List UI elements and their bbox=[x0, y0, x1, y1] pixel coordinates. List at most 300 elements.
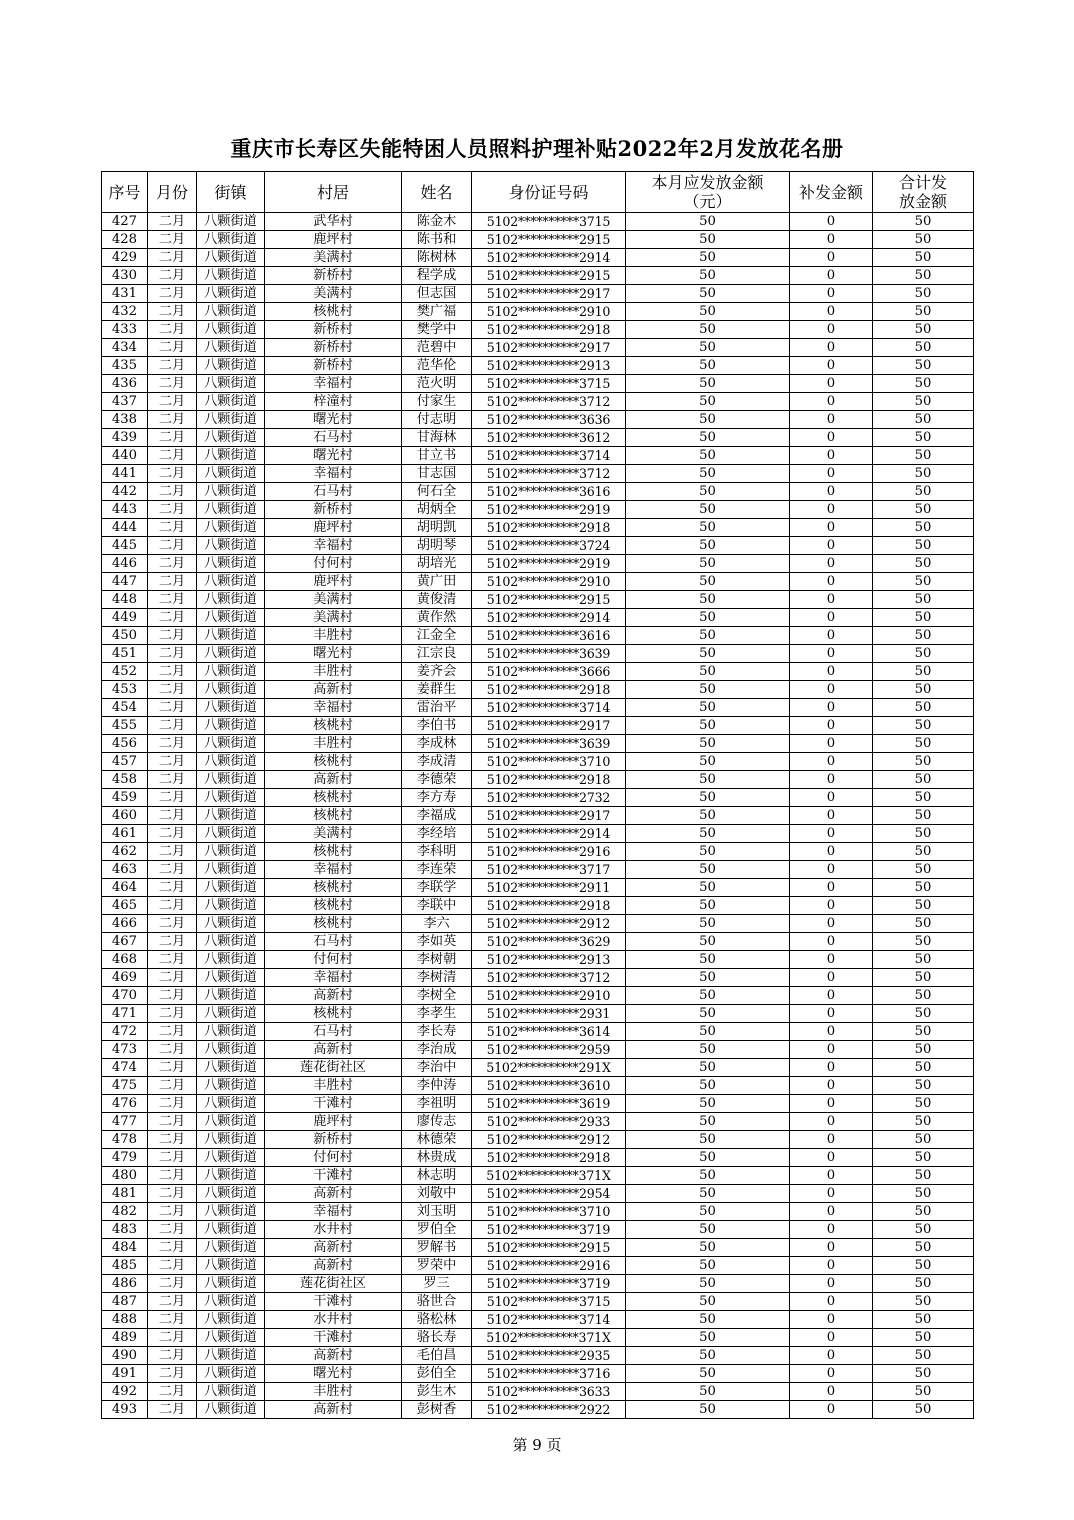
cell-village: 水井村 bbox=[265, 1311, 402, 1329]
cell-name: 范碧中 bbox=[402, 339, 472, 357]
cell-month: 二月 bbox=[148, 753, 197, 771]
cell-amount-due: 50 bbox=[626, 411, 790, 429]
cell-id-number: 5102**********3633 bbox=[472, 1383, 626, 1401]
cell-amount-due: 50 bbox=[626, 1005, 790, 1023]
cell-reissue: 0 bbox=[790, 933, 873, 951]
cell-name: 何石全 bbox=[402, 483, 472, 501]
cell-name: 黄作然 bbox=[402, 609, 472, 627]
cell-amount-due: 50 bbox=[626, 699, 790, 717]
header-serial-number: 序号 bbox=[102, 172, 148, 213]
cell-street: 八颗街道 bbox=[197, 249, 265, 267]
cell-name: 李六 bbox=[402, 915, 472, 933]
cell-amount-due: 50 bbox=[626, 1167, 790, 1185]
table-row bbox=[102, 1185, 974, 1203]
cell-street: 八颗街道 bbox=[197, 555, 265, 573]
cell-reissue: 0 bbox=[790, 1077, 873, 1095]
cell-village: 石马村 bbox=[265, 1023, 402, 1041]
cell-total: 50 bbox=[873, 951, 974, 969]
cell-reissue: 0 bbox=[790, 843, 873, 861]
cell-id-number: 5102**********371X bbox=[472, 1329, 626, 1347]
cell-street: 八颗街道 bbox=[197, 1365, 265, 1383]
cell-street: 八颗街道 bbox=[197, 771, 265, 789]
table-row bbox=[102, 1221, 974, 1239]
cell-id-number: 5102**********2732 bbox=[472, 789, 626, 807]
cell-reissue: 0 bbox=[790, 1023, 873, 1041]
cell-street: 八颗街道 bbox=[197, 861, 265, 879]
cell-month: 二月 bbox=[148, 447, 197, 465]
cell-total: 50 bbox=[873, 969, 974, 987]
header-month: 月份 bbox=[148, 172, 197, 213]
cell-reissue: 0 bbox=[790, 771, 873, 789]
cell-amount-due: 50 bbox=[626, 1311, 790, 1329]
cell-id-number: 5102**********291X bbox=[472, 1059, 626, 1077]
cell-reissue: 0 bbox=[790, 1131, 873, 1149]
cell-street: 八颗街道 bbox=[197, 1203, 265, 1221]
cell-street: 八颗街道 bbox=[197, 753, 265, 771]
cell-village: 新桥村 bbox=[265, 501, 402, 519]
cell-month: 二月 bbox=[148, 645, 197, 663]
cell-reissue: 0 bbox=[790, 735, 873, 753]
cell-serial: 460 bbox=[102, 807, 148, 825]
cell-month: 二月 bbox=[148, 303, 197, 321]
cell-village: 核桃村 bbox=[265, 843, 402, 861]
cell-serial: 435 bbox=[102, 357, 148, 375]
cell-street: 八颗街道 bbox=[197, 699, 265, 717]
table-row bbox=[102, 1023, 974, 1041]
cell-id-number: 5102**********2913 bbox=[472, 951, 626, 969]
cell-serial: 429 bbox=[102, 249, 148, 267]
cell-village: 幸福村 bbox=[265, 1203, 402, 1221]
cell-reissue: 0 bbox=[790, 1113, 873, 1131]
cell-reissue: 0 bbox=[790, 1221, 873, 1239]
document-title: 重庆市长寿区失能特困人员照料护理补贴2022年2月发放花名册 bbox=[230, 136, 844, 161]
cell-village: 丰胜村 bbox=[265, 663, 402, 681]
cell-id-number: 5102**********2917 bbox=[472, 285, 626, 303]
cell-name: 姜齐会 bbox=[402, 663, 472, 681]
cell-reissue: 0 bbox=[790, 285, 873, 303]
cell-id-number: 5102**********2954 bbox=[472, 1185, 626, 1203]
cell-serial: 475 bbox=[102, 1077, 148, 1095]
cell-id-number: 5102**********2912 bbox=[472, 1131, 626, 1149]
cell-total: 50 bbox=[873, 1347, 974, 1365]
cell-serial: 482 bbox=[102, 1203, 148, 1221]
cell-serial: 485 bbox=[102, 1257, 148, 1275]
cell-amount-due: 50 bbox=[626, 987, 790, 1005]
cell-id-number: 5102**********3715 bbox=[472, 213, 626, 231]
cell-name: 李经培 bbox=[402, 825, 472, 843]
cell-village: 高新村 bbox=[265, 1347, 402, 1365]
cell-name: 李树朝 bbox=[402, 951, 472, 969]
cell-amount-due: 50 bbox=[626, 393, 790, 411]
cell-serial: 462 bbox=[102, 843, 148, 861]
cell-total: 50 bbox=[873, 681, 974, 699]
cell-amount-due: 50 bbox=[626, 969, 790, 987]
cell-serial: 486 bbox=[102, 1275, 148, 1293]
cell-reissue: 0 bbox=[790, 1167, 873, 1185]
cell-id-number: 5102**********3724 bbox=[472, 537, 626, 555]
cell-amount-due: 50 bbox=[626, 897, 790, 915]
cell-amount-due: 50 bbox=[626, 1113, 790, 1131]
cell-total: 50 bbox=[873, 339, 974, 357]
cell-month: 二月 bbox=[148, 825, 197, 843]
cell-amount-due: 50 bbox=[626, 231, 790, 249]
cell-id-number: 5102**********371X bbox=[472, 1167, 626, 1185]
cell-amount-due: 50 bbox=[626, 609, 790, 627]
cell-street: 八颗街道 bbox=[197, 1239, 265, 1257]
cell-village: 核桃村 bbox=[265, 753, 402, 771]
table-row bbox=[102, 987, 974, 1005]
cell-month: 二月 bbox=[148, 1293, 197, 1311]
cell-amount-due: 50 bbox=[626, 1275, 790, 1293]
cell-name: 刘敬中 bbox=[402, 1185, 472, 1203]
cell-name: 李治中 bbox=[402, 1059, 472, 1077]
cell-reissue: 0 bbox=[790, 519, 873, 537]
cell-month: 二月 bbox=[148, 1275, 197, 1293]
cell-month: 二月 bbox=[148, 717, 197, 735]
cell-id-number: 5102**********3612 bbox=[472, 429, 626, 447]
cell-name: 林德荣 bbox=[402, 1131, 472, 1149]
table-row bbox=[102, 537, 974, 555]
cell-street: 八颗街道 bbox=[197, 1077, 265, 1095]
cell-month: 二月 bbox=[148, 357, 197, 375]
cell-total: 50 bbox=[873, 771, 974, 789]
cell-village: 高新村 bbox=[265, 987, 402, 1005]
cell-street: 八颗街道 bbox=[197, 1257, 265, 1275]
cell-serial: 439 bbox=[102, 429, 148, 447]
cell-id-number: 5102**********3639 bbox=[472, 735, 626, 753]
table-row bbox=[102, 1113, 974, 1131]
cell-reissue: 0 bbox=[790, 213, 873, 231]
cell-village: 幸福村 bbox=[265, 465, 402, 483]
cell-month: 二月 bbox=[148, 555, 197, 573]
cell-id-number: 5102**********2918 bbox=[472, 1149, 626, 1167]
cell-total: 50 bbox=[873, 807, 974, 825]
cell-amount-due: 50 bbox=[626, 771, 790, 789]
cell-street: 八颗街道 bbox=[197, 501, 265, 519]
table-row bbox=[102, 1005, 974, 1023]
cell-village: 核桃村 bbox=[265, 915, 402, 933]
cell-amount-due: 50 bbox=[626, 1383, 790, 1401]
cell-id-number: 5102**********3715 bbox=[472, 1293, 626, 1311]
table-row bbox=[102, 933, 974, 951]
header-name: 姓名 bbox=[402, 172, 472, 213]
cell-amount-due: 50 bbox=[626, 681, 790, 699]
cell-street: 八颗街道 bbox=[197, 393, 265, 411]
cell-id-number: 5102**********2959 bbox=[472, 1041, 626, 1059]
cell-village: 幸福村 bbox=[265, 537, 402, 555]
cell-month: 二月 bbox=[148, 537, 197, 555]
cell-village: 核桃村 bbox=[265, 879, 402, 897]
cell-village: 核桃村 bbox=[265, 807, 402, 825]
cell-amount-due: 50 bbox=[626, 1095, 790, 1113]
cell-village: 付何村 bbox=[265, 951, 402, 969]
cell-name: 胡炳全 bbox=[402, 501, 472, 519]
cell-name: 李成林 bbox=[402, 735, 472, 753]
table-row bbox=[102, 555, 974, 573]
cell-name: 李福成 bbox=[402, 807, 472, 825]
cell-serial: 432 bbox=[102, 303, 148, 321]
cell-total: 50 bbox=[873, 861, 974, 879]
cell-serial: 451 bbox=[102, 645, 148, 663]
cell-id-number: 5102**********2915 bbox=[472, 591, 626, 609]
cell-serial: 456 bbox=[102, 735, 148, 753]
cell-id-number: 5102**********2912 bbox=[472, 915, 626, 933]
cell-month: 二月 bbox=[148, 1131, 197, 1149]
cell-serial: 487 bbox=[102, 1293, 148, 1311]
table-row bbox=[102, 357, 974, 375]
cell-name: 付志明 bbox=[402, 411, 472, 429]
table-row bbox=[102, 969, 974, 987]
cell-serial: 472 bbox=[102, 1023, 148, 1041]
cell-serial: 490 bbox=[102, 1347, 148, 1365]
cell-total: 50 bbox=[873, 699, 974, 717]
cell-id-number: 5102**********2919 bbox=[472, 501, 626, 519]
cell-village: 核桃村 bbox=[265, 897, 402, 915]
cell-month: 二月 bbox=[148, 861, 197, 879]
cell-total: 50 bbox=[873, 213, 974, 231]
cell-total: 50 bbox=[873, 303, 974, 321]
cell-street: 八颗街道 bbox=[197, 429, 265, 447]
cell-village: 曙光村 bbox=[265, 447, 402, 465]
cell-reissue: 0 bbox=[790, 321, 873, 339]
cell-name: 罗解书 bbox=[402, 1239, 472, 1257]
cell-village: 干滩村 bbox=[265, 1293, 402, 1311]
cell-village: 核桃村 bbox=[265, 717, 402, 735]
table-body bbox=[102, 213, 974, 1419]
cell-month: 二月 bbox=[148, 933, 197, 951]
cell-month: 二月 bbox=[148, 1203, 197, 1221]
cell-reissue: 0 bbox=[790, 681, 873, 699]
table-row bbox=[102, 807, 974, 825]
cell-village: 干滩村 bbox=[265, 1095, 402, 1113]
table-row bbox=[102, 591, 974, 609]
cell-month: 二月 bbox=[148, 1113, 197, 1131]
cell-month: 二月 bbox=[148, 807, 197, 825]
cell-serial: 441 bbox=[102, 465, 148, 483]
cell-village: 干滩村 bbox=[265, 1167, 402, 1185]
cell-street: 八颗街道 bbox=[197, 807, 265, 825]
cell-village: 曙光村 bbox=[265, 1365, 402, 1383]
cell-street: 八颗街道 bbox=[197, 1059, 265, 1077]
cell-village: 莲花街社区 bbox=[265, 1059, 402, 1077]
cell-serial: 491 bbox=[102, 1365, 148, 1383]
cell-village: 丰胜村 bbox=[265, 627, 402, 645]
cell-amount-due: 50 bbox=[626, 861, 790, 879]
cell-amount-due: 50 bbox=[626, 429, 790, 447]
cell-month: 二月 bbox=[148, 1365, 197, 1383]
table-row bbox=[102, 717, 974, 735]
cell-id-number: 5102**********3710 bbox=[472, 753, 626, 771]
cell-serial: 437 bbox=[102, 393, 148, 411]
cell-amount-due: 50 bbox=[626, 843, 790, 861]
table-row bbox=[102, 771, 974, 789]
cell-id-number: 5102**********3610 bbox=[472, 1077, 626, 1095]
cell-street: 八颗街道 bbox=[197, 735, 265, 753]
cell-total: 50 bbox=[873, 537, 974, 555]
cell-name: 刘玉明 bbox=[402, 1203, 472, 1221]
cell-street: 八颗街道 bbox=[197, 933, 265, 951]
cell-amount-due: 50 bbox=[626, 915, 790, 933]
cell-amount-due: 50 bbox=[626, 303, 790, 321]
cell-reissue: 0 bbox=[790, 267, 873, 285]
cell-village: 付何村 bbox=[265, 1149, 402, 1167]
cell-village: 高新村 bbox=[265, 1257, 402, 1275]
cell-name: 毛伯昌 bbox=[402, 1347, 472, 1365]
cell-total: 50 bbox=[873, 483, 974, 501]
cell-amount-due: 50 bbox=[626, 375, 790, 393]
cell-serial: 428 bbox=[102, 231, 148, 249]
cell-id-number: 5102**********2916 bbox=[472, 843, 626, 861]
cell-reissue: 0 bbox=[790, 825, 873, 843]
cell-total: 50 bbox=[873, 609, 974, 627]
cell-name: 李联中 bbox=[402, 897, 472, 915]
cell-id-number: 5102**********3629 bbox=[472, 933, 626, 951]
cell-month: 二月 bbox=[148, 771, 197, 789]
cell-total: 50 bbox=[873, 285, 974, 303]
cell-id-number: 5102**********2914 bbox=[472, 249, 626, 267]
cell-month: 二月 bbox=[148, 231, 197, 249]
cell-total: 50 bbox=[873, 447, 974, 465]
cell-id-number: 5102**********3712 bbox=[472, 969, 626, 987]
table-row bbox=[102, 375, 974, 393]
cell-month: 二月 bbox=[148, 321, 197, 339]
cell-month: 二月 bbox=[148, 339, 197, 357]
cell-amount-due: 50 bbox=[626, 1077, 790, 1095]
cell-total: 50 bbox=[873, 1077, 974, 1095]
cell-serial: 478 bbox=[102, 1131, 148, 1149]
cell-serial: 483 bbox=[102, 1221, 148, 1239]
cell-village: 鹿坪村 bbox=[265, 231, 402, 249]
cell-village: 石马村 bbox=[265, 933, 402, 951]
cell-name: 李科明 bbox=[402, 843, 472, 861]
cell-month: 二月 bbox=[148, 1059, 197, 1077]
table-row bbox=[102, 915, 974, 933]
cell-street: 八颗街道 bbox=[197, 573, 265, 591]
header-amount-due: 本月应发放金额（元） bbox=[626, 172, 790, 213]
header-id-number: 身份证号码 bbox=[472, 172, 626, 213]
cell-amount-due: 50 bbox=[626, 1059, 790, 1077]
cell-village: 水井村 bbox=[265, 1221, 402, 1239]
cell-id-number: 5102**********3715 bbox=[472, 375, 626, 393]
cell-street: 八颗街道 bbox=[197, 537, 265, 555]
cell-serial: 474 bbox=[102, 1059, 148, 1077]
cell-street: 八颗街道 bbox=[197, 213, 265, 231]
cell-month: 二月 bbox=[148, 393, 197, 411]
cell-serial: 468 bbox=[102, 951, 148, 969]
cell-reissue: 0 bbox=[790, 303, 873, 321]
cell-total: 50 bbox=[873, 897, 974, 915]
cell-street: 八颗街道 bbox=[197, 357, 265, 375]
table-row bbox=[102, 1149, 974, 1167]
cell-name: 范火明 bbox=[402, 375, 472, 393]
cell-street: 八颗街道 bbox=[197, 1041, 265, 1059]
cell-village: 高新村 bbox=[265, 771, 402, 789]
cell-village: 高新村 bbox=[265, 1401, 402, 1419]
cell-amount-due: 50 bbox=[626, 951, 790, 969]
cell-month: 二月 bbox=[148, 915, 197, 933]
cell-total: 50 bbox=[873, 555, 974, 573]
cell-id-number: 5102**********3717 bbox=[472, 861, 626, 879]
cell-month: 二月 bbox=[148, 375, 197, 393]
cell-street: 八颗街道 bbox=[197, 681, 265, 699]
cell-street: 八颗街道 bbox=[197, 231, 265, 249]
cell-amount-due: 50 bbox=[626, 645, 790, 663]
cell-amount-due: 50 bbox=[626, 663, 790, 681]
cell-street: 八颗街道 bbox=[197, 1401, 265, 1419]
cell-reissue: 0 bbox=[790, 357, 873, 375]
cell-total: 50 bbox=[873, 879, 974, 897]
cell-amount-due: 50 bbox=[626, 519, 790, 537]
cell-reissue: 0 bbox=[790, 915, 873, 933]
cell-serial: 433 bbox=[102, 321, 148, 339]
cell-id-number: 5102**********3616 bbox=[472, 627, 626, 645]
cell-amount-due: 50 bbox=[626, 555, 790, 573]
cell-total: 50 bbox=[873, 1041, 974, 1059]
cell-reissue: 0 bbox=[790, 987, 873, 1005]
cell-id-number: 5102**********2910 bbox=[472, 303, 626, 321]
cell-month: 二月 bbox=[148, 591, 197, 609]
cell-amount-due: 50 bbox=[626, 213, 790, 231]
cell-total: 50 bbox=[873, 267, 974, 285]
cell-month: 二月 bbox=[148, 1401, 197, 1419]
cell-total: 50 bbox=[873, 843, 974, 861]
cell-serial: 480 bbox=[102, 1167, 148, 1185]
cell-total: 50 bbox=[873, 1365, 974, 1383]
cell-amount-due: 50 bbox=[626, 483, 790, 501]
cell-total: 50 bbox=[873, 1257, 974, 1275]
table-row bbox=[102, 1293, 974, 1311]
cell-village: 美满村 bbox=[265, 591, 402, 609]
roster-table bbox=[101, 171, 974, 1419]
cell-reissue: 0 bbox=[790, 501, 873, 519]
cell-id-number: 5102**********3714 bbox=[472, 1311, 626, 1329]
cell-serial: 452 bbox=[102, 663, 148, 681]
cell-street: 八颗街道 bbox=[197, 267, 265, 285]
cell-reissue: 0 bbox=[790, 1329, 873, 1347]
header-total-amount: 合计发放金额 bbox=[873, 172, 974, 213]
cell-village: 核桃村 bbox=[265, 303, 402, 321]
cell-amount-due: 50 bbox=[626, 933, 790, 951]
cell-id-number: 5102**********3636 bbox=[472, 411, 626, 429]
cell-id-number: 5102**********2933 bbox=[472, 1113, 626, 1131]
cell-id-number: 5102**********2910 bbox=[472, 573, 626, 591]
cell-id-number: 5102**********3716 bbox=[472, 1365, 626, 1383]
cell-month: 二月 bbox=[148, 1257, 197, 1275]
cell-name: 李德荣 bbox=[402, 771, 472, 789]
cell-street: 八颗街道 bbox=[197, 1113, 265, 1131]
cell-total: 50 bbox=[873, 1329, 974, 1347]
cell-month: 二月 bbox=[148, 411, 197, 429]
cell-month: 二月 bbox=[148, 1311, 197, 1329]
cell-total: 50 bbox=[873, 933, 974, 951]
cell-id-number: 5102**********3714 bbox=[472, 447, 626, 465]
cell-total: 50 bbox=[873, 1005, 974, 1023]
table-row bbox=[102, 1365, 974, 1383]
cell-id-number: 5102**********3616 bbox=[472, 483, 626, 501]
cell-reissue: 0 bbox=[790, 447, 873, 465]
cell-total: 50 bbox=[873, 1293, 974, 1311]
cell-total: 50 bbox=[873, 915, 974, 933]
cell-reissue: 0 bbox=[790, 555, 873, 573]
cell-month: 二月 bbox=[148, 1239, 197, 1257]
cell-id-number: 5102**********2910 bbox=[472, 987, 626, 1005]
cell-serial: 455 bbox=[102, 717, 148, 735]
cell-id-number: 5102**********2913 bbox=[472, 357, 626, 375]
cell-total: 50 bbox=[873, 1239, 974, 1257]
cell-name: 黄俊清 bbox=[402, 591, 472, 609]
table-row bbox=[102, 483, 974, 501]
cell-total: 50 bbox=[873, 987, 974, 1005]
